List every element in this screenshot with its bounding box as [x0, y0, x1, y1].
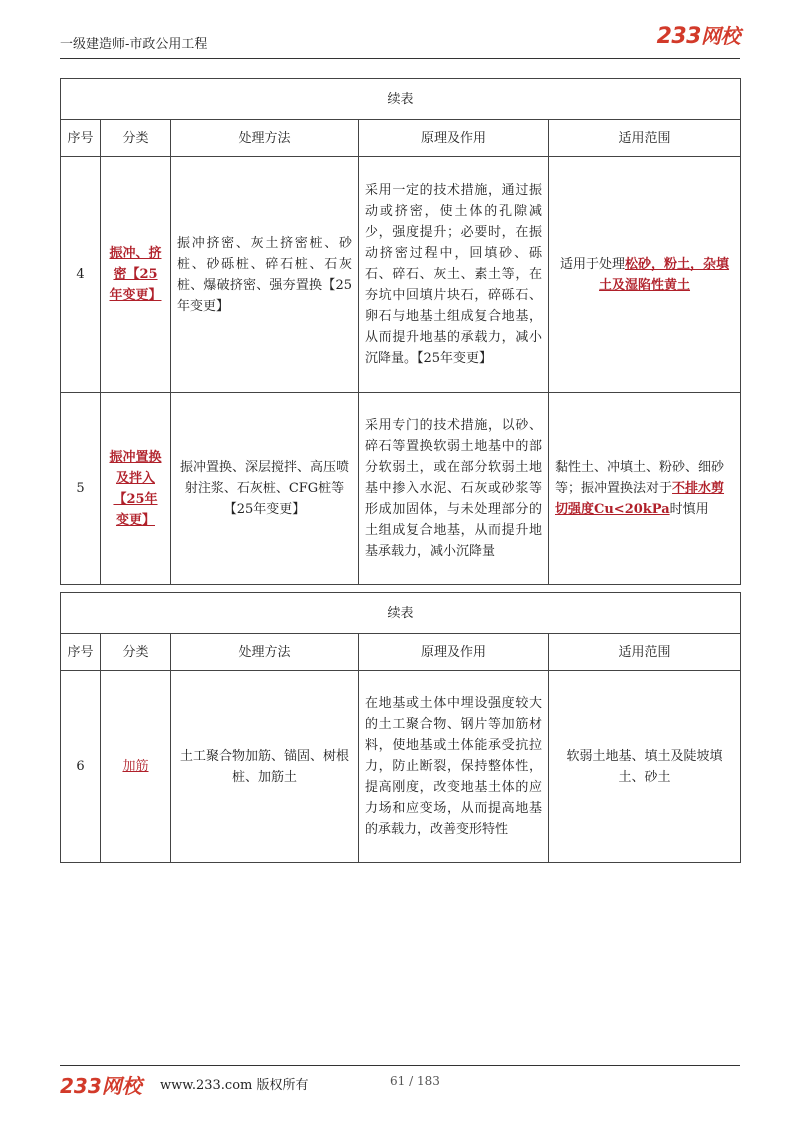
page-header [60, 18, 740, 59]
method-cell: 振冲置换、深层搅拌、高压喷射注浆、石灰桩、CFG桩等【25年变更】 [171, 393, 359, 585]
page-footer [60, 1065, 740, 1096]
row-number: 5 [61, 393, 101, 585]
header-cell: 序号 [61, 120, 101, 157]
brand-logo[interactable] [657, 20, 740, 49]
header-cell: 处理方法 [171, 634, 359, 671]
header-cell: 原理及作用 [359, 634, 549, 671]
scope-text-tail: 时慎用 [669, 502, 709, 517]
header-title: 一级建造师-市政公用工程 [60, 37, 208, 52]
category-label: 加筋 [122, 759, 149, 774]
table-caption: 续表 [61, 79, 741, 120]
logo-number: 233 [656, 24, 701, 49]
table-row [61, 157, 741, 393]
header-cell: 处理方法 [171, 120, 359, 157]
scope-highlight: 松砂，粉土，杂填土及湿陷性黄土 [599, 256, 730, 293]
principle-cell: 采用一定的技术措施，通过振动或挤密，使土体的孔隙减少，强度提升；必要时，在振动挤密过程中，回填砂、砾石、碎石、灰土、素土等，在夯坑中回填片块石，碎砾石、卵石与地基土组成复合地基，从而提升地基的承载力，减小沉降量。【25年变更】 [359, 157, 549, 393]
table-header-row [61, 634, 741, 671]
header-cell: 原理及作用 [359, 120, 549, 157]
scope-text: 黏性土、冲填土、粉砂、细砂等；振冲置换法对于 [555, 460, 725, 496]
category-label: 振冲、挤密【25年变更】 [109, 246, 162, 303]
ground-treatment-table-1 [60, 78, 741, 585]
scope-cell [549, 157, 741, 393]
table-header-row [61, 120, 741, 157]
footer-copyright: www.233.com 版权所有 [160, 1078, 309, 1093]
footer-logo[interactable]: 233网校 [60, 1074, 142, 1098]
header-cell: 分类 [101, 120, 171, 157]
table-caption: 续表 [61, 593, 741, 634]
header-cell: 分类 [101, 634, 171, 671]
row-number: 4 [61, 157, 101, 393]
table-row [61, 671, 741, 863]
scope-cell: 软弱土地基、填土及陡坡填土、砂土 [549, 671, 741, 863]
method-cell: 土工聚合物加筋、锚固、树根桩、加筋土 [171, 671, 359, 863]
logo-text: 网校 [701, 24, 740, 48]
header-cell: 适用范围 [549, 120, 741, 157]
ground-treatment-table-2 [60, 592, 741, 863]
principle-cell: 采用专门的技术措施，以砂、碎石等置换软弱土地基中的部分软弱土，或在部分软弱土地基中掺入水泥、石灰或砂浆等形成加固体，与未处理部分的土组成复合地基，从而提升地基承载力，减小沉降量 [359, 393, 549, 585]
principle-cell: 在地基或土体中埋设强度较大的土工聚合物、钢片等加筋材料，使地基或土体能承受抗拉力，防止断裂，保持整体性，提高刚度，改变地基土体的应力场和应变场，从而提高地基的承载力，改善变形特性 [359, 671, 549, 863]
table-row [61, 393, 741, 585]
method-cell: 振冲挤密、灰土挤密桩、砂桩、砂砾桩、碎石桩、石灰桩、爆破挤密、强夯置换【25年变更】 [171, 157, 359, 393]
header-cell: 序号 [61, 634, 101, 671]
scope-cell [549, 393, 741, 585]
header-cell: 适用范围 [549, 634, 741, 671]
page-number: 61 / 183 [390, 1074, 440, 1088]
row-number: 6 [61, 671, 101, 863]
scope-highlight: 不排水剪切强度Cu<20kPa [555, 481, 725, 517]
scope-text: 适用于处理 [560, 256, 626, 272]
category-label: 振冲置换及拌入【25年变更】 [109, 449, 162, 528]
